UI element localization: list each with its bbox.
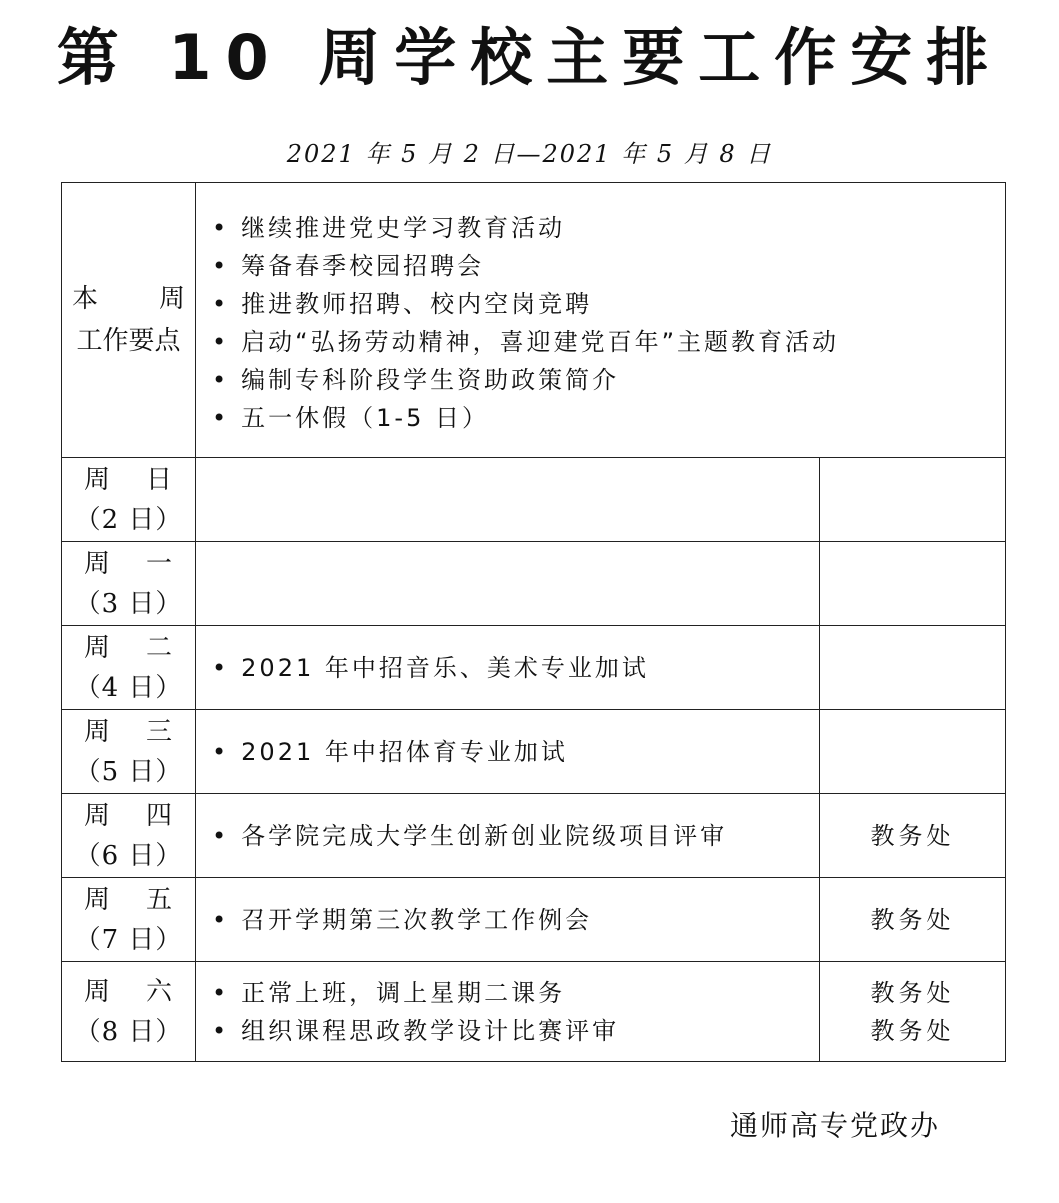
day-date: （7 日） <box>74 924 183 955</box>
day-items-cell <box>196 878 820 962</box>
day-cell-tuesday <box>62 626 196 710</box>
list-item: • 筹备春季校园招聘会 <box>212 247 1005 285</box>
day-name-char: 周 <box>84 716 112 747</box>
list-item: • 推进教师招聘、校内空岗竞聘 <box>212 285 1005 323</box>
table-row <box>62 626 1006 710</box>
day-date: （3 日） <box>74 588 183 619</box>
day-items-cell <box>196 710 820 794</box>
signature: 通师高专党政办 <box>730 1109 941 1142</box>
dept-label: 教务处 <box>870 821 955 850</box>
day-items-cell <box>196 794 820 878</box>
day-cell-sunday <box>62 458 196 542</box>
day-cell-wednesday <box>62 710 196 794</box>
key-points-row <box>62 183 1006 458</box>
day-name-char: 二 <box>145 632 173 663</box>
day-name-char: 一 <box>145 548 173 579</box>
day-date: （4 日） <box>74 672 183 703</box>
key-points-label-line2: 工作要点 <box>76 326 181 356</box>
day-name-char: 周 <box>84 464 112 495</box>
list-item: • 2021 年中招音乐、美术专业加试 <box>212 649 819 687</box>
dept-label: 教务处 <box>870 978 955 1007</box>
day-name-char: 三 <box>145 716 173 747</box>
dept-label: 教务处 <box>870 905 955 934</box>
list-item: • 各学院完成大学生创新创业院级项目评审 <box>212 817 819 855</box>
key-points-label-char2: 周 <box>158 284 185 314</box>
day-name-char: 五 <box>145 884 173 915</box>
day-dept-cell <box>820 458 1006 542</box>
day-name-char: 周 <box>84 548 112 579</box>
table-row <box>62 458 1006 542</box>
list-item: • 继续推进党史学习教育活动 <box>212 209 1005 247</box>
day-date: （8 日） <box>74 1016 183 1047</box>
dept-label: 教务处 <box>870 1016 955 1045</box>
list-item: • 五一休假（1-5 日） <box>212 399 1005 437</box>
day-dept-cell <box>820 962 1006 1062</box>
day-name-char: 六 <box>145 976 173 1007</box>
day-cell-thursday <box>62 794 196 878</box>
day-items-cell <box>196 626 820 710</box>
day-name-char: 周 <box>84 800 112 831</box>
list-item: • 编制专科阶段学生资助政策简介 <box>212 361 1005 399</box>
day-name-char: 周 <box>84 632 112 663</box>
page-title: 第 10 周学校主要工作安排 <box>56 21 1003 94</box>
list-item: • 组织课程思政教学设计比赛评审 <box>212 1012 819 1050</box>
date-range: 2021 年 5 月 2 日—2021 年 5 月 8 日 <box>286 140 773 168</box>
day-name-char: 日 <box>145 464 173 495</box>
day-name-char: 周 <box>84 884 112 915</box>
day-items-cell <box>196 542 820 626</box>
day-name-char: 周 <box>84 976 112 1007</box>
key-points-list-cell <box>196 183 1006 458</box>
day-dept-cell <box>820 626 1006 710</box>
day-items-cell <box>196 458 820 542</box>
day-cell-friday <box>62 878 196 962</box>
day-date: （5 日） <box>74 756 183 787</box>
day-dept-cell <box>820 878 1006 962</box>
key-points-label <box>62 183 196 458</box>
list-item: • 召开学期第三次教学工作例会 <box>212 901 819 939</box>
table-row <box>62 878 1006 962</box>
table-row <box>62 542 1006 626</box>
day-dept-cell <box>820 710 1006 794</box>
day-date: （2 日） <box>74 504 183 535</box>
key-points-label-char1: 本 <box>72 284 99 314</box>
list-item: • 启动“弘扬劳动精神，喜迎建党百年”主题教育活动 <box>212 323 1005 361</box>
day-dept-cell <box>820 542 1006 626</box>
list-item: • 正常上班，调上星期二课务 <box>212 974 819 1012</box>
day-name-char: 四 <box>145 800 173 831</box>
day-dept-cell <box>820 794 1006 878</box>
table-row <box>62 794 1006 878</box>
table-row <box>62 710 1006 794</box>
day-items-cell <box>196 962 820 1062</box>
day-cell-saturday <box>62 962 196 1062</box>
schedule-table <box>61 182 1006 1062</box>
list-item: • 2021 年中招体育专业加试 <box>212 733 819 771</box>
day-cell-monday <box>62 542 196 626</box>
day-date: （6 日） <box>74 840 183 871</box>
table-row <box>62 962 1006 1062</box>
